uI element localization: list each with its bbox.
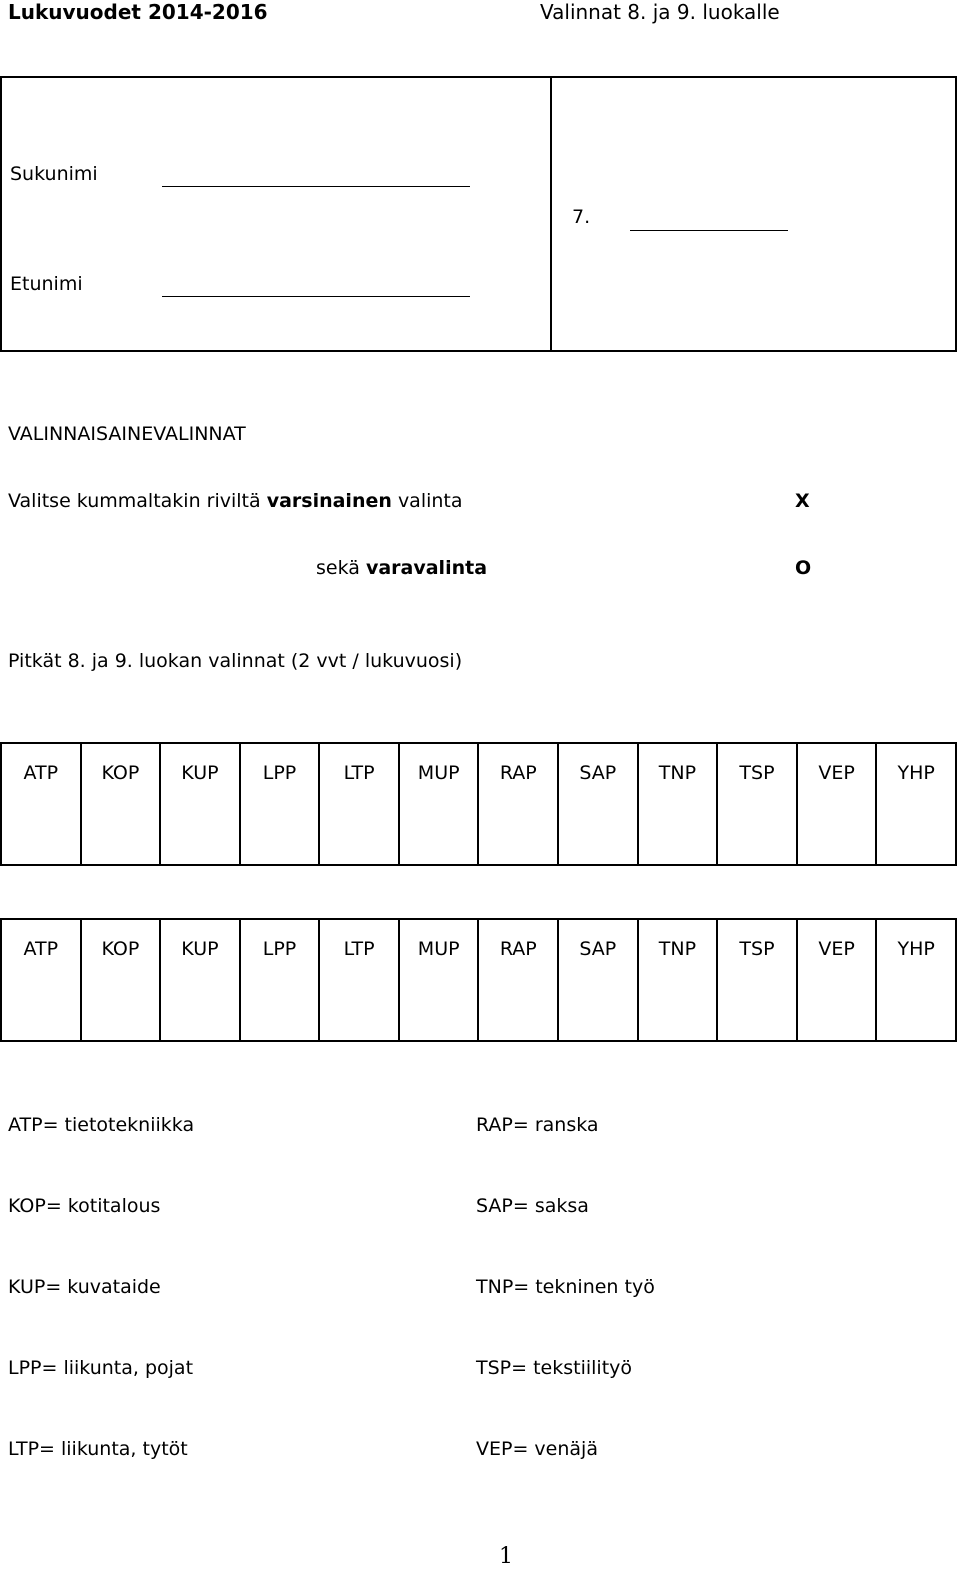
- primary-choice-mark: X: [795, 490, 810, 512]
- subject-code: KOP: [101, 938, 140, 960]
- instruction-primary: [8, 490, 463, 512]
- choice-cell-yhp[interactable]: [875, 920, 955, 1040]
- choice-cell-atp[interactable]: [2, 920, 80, 1040]
- choice-cell-rap[interactable]: [477, 920, 557, 1040]
- legend-item: LPP= liikunta, pojat: [8, 1357, 194, 1379]
- choice-grid-2: [0, 918, 957, 1042]
- subject-code: YHP: [897, 938, 935, 960]
- document-subtitle: Valinnat 8. ja 9. luokalle: [540, 0, 780, 24]
- class-field[interactable]: [630, 230, 788, 231]
- subject-code: VEP: [818, 938, 855, 960]
- subject-code: SAP: [579, 762, 617, 784]
- subject-code: RAP: [499, 938, 537, 960]
- subject-code: KOP: [101, 762, 140, 784]
- subject-code: LPP: [262, 938, 297, 960]
- subject-code: MUP: [417, 938, 460, 960]
- page-number: 1: [499, 1544, 513, 1569]
- subject-code: LPP: [262, 762, 297, 784]
- class-prefix: 7.: [572, 206, 591, 228]
- choice-cell-kup[interactable]: [159, 920, 239, 1040]
- choice-cell-tsp[interactable]: [716, 920, 796, 1040]
- legend-item: KUP= kuvataide: [8, 1276, 161, 1298]
- instruction-primary-emphasis: varsinainen: [266, 490, 392, 512]
- instruction-backup: [316, 557, 487, 579]
- section-heading: VALINNAISAINEVALINNAT: [8, 423, 246, 445]
- choice-cell-tnp[interactable]: [637, 920, 717, 1040]
- choice-cell-lpp[interactable]: [239, 744, 319, 864]
- subject-code: LTP: [343, 762, 375, 784]
- subject-code: YHP: [897, 762, 935, 784]
- instruction-backup-emphasis: varavalinta: [365, 557, 488, 579]
- subject-code: RAP: [499, 762, 537, 784]
- choice-cell-kop[interactable]: [80, 920, 160, 1040]
- legend-item: RAP= ranska: [476, 1114, 599, 1136]
- subject-code: TNP: [658, 762, 697, 784]
- choice-cell-tnp[interactable]: [637, 744, 717, 864]
- subject-code: VEP: [818, 762, 855, 784]
- choice-cell-kup[interactable]: [159, 744, 239, 864]
- subject-code: TSP: [739, 762, 775, 784]
- choice-cell-lpp[interactable]: [239, 920, 319, 1040]
- choice-cell-kop[interactable]: [80, 744, 160, 864]
- subject-code: ATP: [23, 762, 59, 784]
- choice-cell-ltp[interactable]: [318, 920, 398, 1040]
- subject-code: SAP: [579, 938, 617, 960]
- legend-item: ATP= tietotekniikka: [8, 1114, 195, 1136]
- choice-cell-vep[interactable]: [796, 920, 876, 1040]
- subject-code: KUP: [181, 938, 219, 960]
- firstname-label: Etunimi: [10, 273, 83, 295]
- legend-item: TNP= tekninen työ: [476, 1276, 655, 1298]
- legend-item: LTP= liikunta, tytöt: [8, 1438, 188, 1460]
- legend-item: TSP= tekstiilityö: [476, 1357, 633, 1379]
- subject-code: LTP: [343, 938, 375, 960]
- name-box-divider: [550, 78, 552, 350]
- legend-item: SAP= saksa: [476, 1195, 589, 1217]
- long-courses-title: Pitkät 8. ja 9. luokan valinnat (2 vvt / lukuvuosi): [8, 650, 463, 672]
- choice-cell-rap[interactable]: [477, 744, 557, 864]
- surname-field[interactable]: [162, 186, 470, 187]
- document-title: Lukuvuodet 2014-2016: [8, 0, 268, 24]
- subject-code: KUP: [181, 762, 219, 784]
- backup-choice-mark: O: [795, 557, 812, 579]
- choice-cell-vep[interactable]: [796, 744, 876, 864]
- choice-cell-mup[interactable]: [398, 920, 478, 1040]
- choice-cell-tsp[interactable]: [716, 744, 796, 864]
- choice-cell-sap[interactable]: [557, 744, 637, 864]
- choice-cell-atp[interactable]: [2, 744, 80, 864]
- subject-code: TSP: [739, 938, 775, 960]
- instruction-primary-start: Valitse kummaltakin riviltä: [8, 490, 261, 512]
- instruction-backup-start: sekä: [316, 557, 360, 579]
- choice-cell-mup[interactable]: [398, 744, 478, 864]
- choice-cell-yhp[interactable]: [875, 744, 955, 864]
- name-box: [0, 76, 957, 352]
- choice-cell-sap[interactable]: [557, 920, 637, 1040]
- legend-item: KOP= kotitalous: [8, 1195, 161, 1217]
- surname-label: Sukunimi: [10, 163, 98, 185]
- choice-cell-ltp[interactable]: [318, 744, 398, 864]
- firstname-field[interactable]: [162, 296, 470, 297]
- subject-code: ATP: [23, 938, 59, 960]
- choice-grid-1: [0, 742, 957, 866]
- subject-code: TNP: [658, 938, 697, 960]
- instruction-primary-end: valinta: [397, 490, 463, 512]
- legend-item: VEP= venäjä: [476, 1438, 598, 1460]
- subject-code: MUP: [417, 762, 460, 784]
